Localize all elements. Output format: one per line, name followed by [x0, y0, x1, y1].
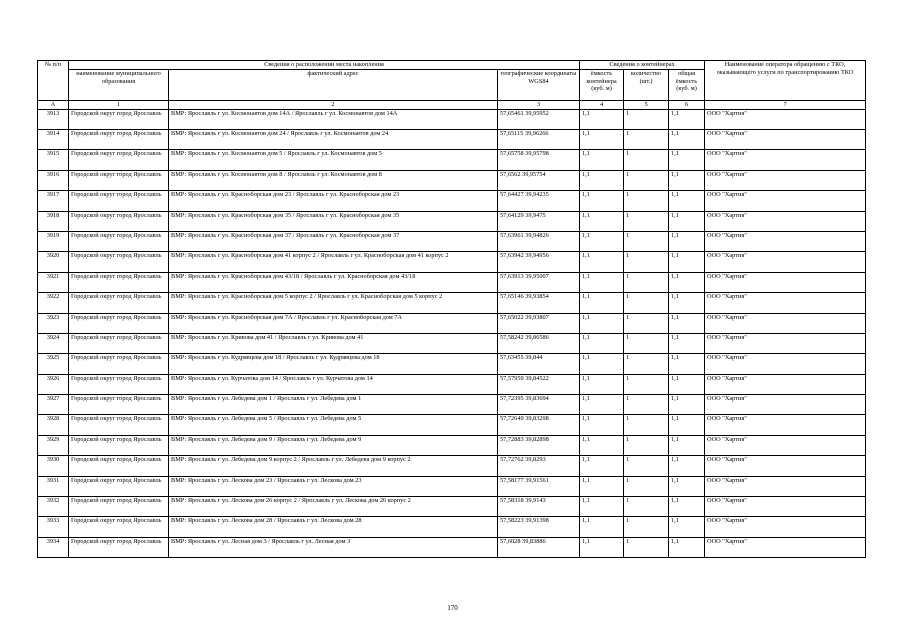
table-row: [38, 252, 866, 272]
count-cell: 1: [624, 395, 669, 415]
count-cell: 1: [624, 537, 669, 557]
operator-cell: ООО "Хартия": [705, 354, 866, 374]
municipality-cell: Городской округ город Ярославль: [69, 231, 169, 251]
municipality-cell: Городской округ город Ярославль: [69, 129, 169, 149]
coordinates-cell: 57,72649 39,83298: [498, 415, 580, 435]
municipality-cell: Городской округ город Ярославль: [69, 109, 169, 129]
table-row: [38, 129, 866, 149]
index-cell: 7: [705, 101, 866, 110]
row-number-cell: 3925: [38, 354, 69, 374]
operator-cell: ООО "Хартия": [705, 537, 866, 557]
total-capacity-cell: 1,1: [669, 129, 705, 149]
address-cell: ВМР: Ярославль г ул. Лескова дом 26 корпус 2 / Ярославль г ул. Лескова дом 26 корпус 2: [169, 497, 498, 517]
address-cell: ВМР: Ярославль г ул. Лескова дом 23 / Ярославль г ул. Лескова дом 23: [169, 476, 498, 496]
count-cell: 1: [624, 150, 669, 170]
row-number-cell: 3928: [38, 415, 69, 435]
coordinates-cell: 57,65461 39,95952: [498, 109, 580, 129]
table-row: [38, 395, 866, 415]
table-row: [38, 497, 866, 517]
total-capacity-cell: 1,1: [669, 435, 705, 455]
document-sheet: [37, 60, 866, 558]
row-number-cell: 3934: [38, 537, 69, 557]
table-row: [38, 415, 866, 435]
table-row: [38, 293, 866, 313]
row-number-cell: 3917: [38, 191, 69, 211]
total-capacity-cell: 1,1: [669, 374, 705, 394]
table-row: [38, 211, 866, 231]
operator-cell: ООО "Хартия": [705, 150, 866, 170]
row-number-cell: 3922: [38, 293, 69, 313]
municipality-cell: Городской округ город Ярославль: [69, 476, 169, 496]
count-cell: 1: [624, 313, 669, 333]
municipality-cell: Городской округ город Ярославль: [69, 497, 169, 517]
capacity-cell: 1,1: [580, 415, 624, 435]
row-number-cell: 3933: [38, 517, 69, 537]
operator-cell: ООО "Хартия": [705, 517, 866, 537]
operator-cell: ООО "Хартия": [705, 211, 866, 231]
operator-cell: ООО "Хартия": [705, 293, 866, 313]
coordinates-cell: 57,65146 39,93854: [498, 293, 580, 313]
count-cell: 1: [624, 517, 669, 537]
capacity-cell: 1,1: [580, 435, 624, 455]
operator-cell: ООО "Хартия": [705, 252, 866, 272]
capacity-cell: 1,1: [580, 497, 624, 517]
count-cell: 1: [624, 415, 669, 435]
address-cell: ВМР: Ярославль г ул. Лебедева дом 9 / Ярославль г ул. Лебедева дом 9: [169, 435, 498, 455]
total-capacity-cell: 1,1: [669, 415, 705, 435]
row-number-cell: 3929: [38, 435, 69, 455]
capacity-cell: 1,1: [580, 293, 624, 313]
count-cell: 1: [624, 456, 669, 476]
address-cell: ВМР: Ярославль г ул. Лескова дом 28 / Ярославль г ул. Лескова дом 28: [169, 517, 498, 537]
count-cell: 1: [624, 252, 669, 272]
operator-cell: ООО "Хартия": [705, 497, 866, 517]
address-cell: ВМР: Ярославль г ул. Лебедева дом 1 / Ярославль г ул. Лебедева дом 1: [169, 395, 498, 415]
coordinates-cell: 57,72395 39,83694: [498, 395, 580, 415]
total-capacity-cell: 1,1: [669, 109, 705, 129]
coordinates-cell: 57,72883 39,82898: [498, 435, 580, 455]
address-cell: ВМР: Ярославль г ул. Космонавтов дом 8 / Ярославль г ул. Космонавтов дом 8: [169, 170, 498, 190]
table-row: [38, 354, 866, 374]
row-number-cell: 3913: [38, 109, 69, 129]
municipality-cell: Городской округ город Ярославль: [69, 415, 169, 435]
table-row: [38, 333, 866, 353]
total-capacity-cell: 1,1: [669, 293, 705, 313]
header-containers-group: Сведения о контейнерах: [580, 61, 705, 70]
coordinates-cell: 57,58318 39,9143: [498, 497, 580, 517]
table-row: [38, 170, 866, 190]
row-number-cell: 3918: [38, 211, 69, 231]
table-body: [38, 109, 866, 558]
operator-cell: ООО "Хартия": [705, 272, 866, 292]
coordinates-cell: 57,63455 39,844: [498, 354, 580, 374]
index-cell: 6: [669, 101, 705, 110]
row-number-cell: 3914: [38, 129, 69, 149]
table-row: [38, 109, 866, 129]
operator-cell: ООО "Хартия": [705, 456, 866, 476]
table-row: [38, 313, 866, 333]
address-cell: ВМР: Ярославль г ул. Красноборская дом 43/18 / Ярославль г ул. Красноборская дом 43/18: [169, 272, 498, 292]
operator-cell: ООО "Хартия": [705, 231, 866, 251]
count-cell: 1: [624, 231, 669, 251]
header-coordinates: географические координаты WGS84: [498, 70, 580, 101]
table-row: [38, 537, 866, 557]
header-location-group: Сведения о расположении места накопления: [69, 61, 580, 70]
address-cell: ВМР: Ярославль г ул. Лебедева дом 5 / Ярославль г ул. Лебедева дом 5: [169, 415, 498, 435]
coordinates-cell: 57,65115 39,96266: [498, 129, 580, 149]
count-cell: 1: [624, 435, 669, 455]
table-row: [38, 435, 866, 455]
capacity-cell: 1,1: [580, 191, 624, 211]
table-row: [38, 456, 866, 476]
address-cell: ВМР: Ярославль г ул. Лебедева дом 9 корпус 2 / Ярославль г ул. Лебедева дом 9 корпус 2: [169, 456, 498, 476]
row-number-cell: 3931: [38, 476, 69, 496]
municipality-cell: Городской округ город Ярославль: [69, 333, 169, 353]
capacity-cell: 1,1: [580, 129, 624, 149]
capacity-cell: 1,1: [580, 374, 624, 394]
address-cell: ВМР: Ярославль г ул. Космонавтов дом 24 / Ярославль г ул. Космонавтов дом 24: [169, 129, 498, 149]
capacity-cell: 1,1: [580, 476, 624, 496]
count-cell: 1: [624, 333, 669, 353]
waste-sites-table: [37, 60, 866, 558]
row-number-cell: 3932: [38, 497, 69, 517]
operator-cell: ООО "Хартия": [705, 435, 866, 455]
count-cell: 1: [624, 293, 669, 313]
capacity-cell: 1,1: [580, 170, 624, 190]
operator-cell: ООО "Хартия": [705, 109, 866, 129]
row-number-cell: 3923: [38, 313, 69, 333]
municipality-cell: Городской округ город Ярославль: [69, 150, 169, 170]
capacity-cell: 1,1: [580, 150, 624, 170]
municipality-cell: Городской округ город Ярославль: [69, 211, 169, 231]
coordinates-cell: 57,57959 39,84522: [498, 374, 580, 394]
count-cell: 1: [624, 211, 669, 231]
header-operator: Наименование оператора обращению с ТКО, оказывающего услуги по транспортированию ТКО: [705, 61, 866, 101]
total-capacity-cell: 1,1: [669, 497, 705, 517]
municipality-cell: Городской округ город Ярославль: [69, 293, 169, 313]
operator-cell: ООО "Хартия": [705, 129, 866, 149]
total-capacity-cell: 1,1: [669, 333, 705, 353]
row-number-cell: 3930: [38, 456, 69, 476]
capacity-cell: 1,1: [580, 211, 624, 231]
count-cell: 1: [624, 109, 669, 129]
address-cell: ВМР: Ярославль г ул. Лесная дом 3 / Ярославль г ул. Лесная дом 3: [169, 537, 498, 557]
page-number: 170: [447, 604, 458, 612]
count-cell: 1: [624, 497, 669, 517]
total-capacity-cell: 1,1: [669, 456, 705, 476]
row-number-cell: 3920: [38, 252, 69, 272]
coordinates-cell: 57,6028 39,83886: [498, 537, 580, 557]
coordinates-cell: 57,63913 39,95007: [498, 272, 580, 292]
capacity-cell: 1,1: [580, 231, 624, 251]
header-municipality: наименование муниципального образования: [69, 70, 169, 101]
table-row: [38, 191, 866, 211]
capacity-cell: 1,1: [580, 313, 624, 333]
operator-cell: ООО "Хартия": [705, 191, 866, 211]
index-cell: 4: [580, 101, 624, 110]
capacity-cell: 1,1: [580, 354, 624, 374]
header-capacity: ёмкость контейнера (куб. м): [580, 70, 624, 101]
address-cell: ВМР: Ярославль г ул. Космонавтов дом 14А / Ярославль г ул. Космонавтов дом 14А: [169, 109, 498, 129]
header-total-capacity: общая ёмкость (куб. м): [669, 70, 705, 101]
coordinates-cell: 57,63942 39,94956: [498, 252, 580, 272]
count-cell: 1: [624, 129, 669, 149]
operator-cell: ООО "Хартия": [705, 313, 866, 333]
table-row: [38, 150, 866, 170]
row-number-cell: 3927: [38, 395, 69, 415]
capacity-cell: 1,1: [580, 537, 624, 557]
capacity-cell: 1,1: [580, 252, 624, 272]
row-number-cell: 3921: [38, 272, 69, 292]
total-capacity-cell: 1,1: [669, 211, 705, 231]
address-cell: ВМР: Ярославль г ул. Космонавтов дом 5 / Ярославль г ул. Космонавтов дом 5: [169, 150, 498, 170]
coordinates-cell: 57,63961 39,94826: [498, 231, 580, 251]
municipality-cell: Городской округ город Ярославль: [69, 170, 169, 190]
header-row-number: № п/п: [38, 61, 69, 101]
header-address: фактический адрес: [169, 70, 498, 101]
capacity-cell: 1,1: [580, 456, 624, 476]
municipality-cell: Городской округ город Ярославль: [69, 354, 169, 374]
total-capacity-cell: 1,1: [669, 170, 705, 190]
coordinates-cell: 57,64129 39,9475: [498, 211, 580, 231]
capacity-cell: 1,1: [580, 109, 624, 129]
municipality-cell: Городской округ город Ярославль: [69, 313, 169, 333]
total-capacity-cell: 1,1: [669, 537, 705, 557]
total-capacity-cell: 1,1: [669, 252, 705, 272]
table-row: [38, 374, 866, 394]
index-cell: A: [38, 101, 69, 110]
total-capacity-cell: 1,1: [669, 272, 705, 292]
municipality-cell: Городской округ город Ярославль: [69, 435, 169, 455]
total-capacity-cell: 1,1: [669, 150, 705, 170]
count-cell: 1: [624, 374, 669, 394]
municipality-cell: Городской округ город Ярославль: [69, 456, 169, 476]
address-cell: ВМР: Ярославль г ул. Красноборская дом 37 / Ярославль г ул. Красноборская дом 37: [169, 231, 498, 251]
total-capacity-cell: 1,1: [669, 476, 705, 496]
operator-cell: ООО "Хартия": [705, 415, 866, 435]
address-cell: ВМР: Ярославль г ул. Красноборская дом 41 корпус 2 / Ярославль г ул. Красноборская дом 41 корпус 2: [169, 252, 498, 272]
index-cell: 2: [169, 101, 498, 110]
operator-cell: ООО "Хартия": [705, 333, 866, 353]
row-number-cell: 3915: [38, 150, 69, 170]
address-cell: ВМР: Ярославль г ул. Кривова дом 41 / Ярославль г ул. Кривова дом 41: [169, 333, 498, 353]
coordinates-cell: 57,72762 39,8293: [498, 456, 580, 476]
total-capacity-cell: 1,1: [669, 231, 705, 251]
count-cell: 1: [624, 272, 669, 292]
capacity-cell: 1,1: [580, 333, 624, 353]
operator-cell: ООО "Хартия": [705, 476, 866, 496]
municipality-cell: Городской округ город Ярославль: [69, 272, 169, 292]
municipality-cell: Городской округ город Ярославль: [69, 252, 169, 272]
total-capacity-cell: 1,1: [669, 191, 705, 211]
table-row: [38, 517, 866, 537]
address-cell: ВМР: Ярославль г ул. Красноборская дом 5 корпус 2 / Ярославль г ул. Красноборская дом 5 корпус 2: [169, 293, 498, 313]
row-number-cell: 3926: [38, 374, 69, 394]
total-capacity-cell: 1,1: [669, 395, 705, 415]
index-cell: 1: [69, 101, 169, 110]
municipality-cell: Городской округ город Ярославль: [69, 374, 169, 394]
capacity-cell: 1,1: [580, 395, 624, 415]
address-cell: ВМР: Ярославль г ул. Курчатова дом 14 / Ярославль г ул. Курчатова дом 14: [169, 374, 498, 394]
operator-cell: ООО "Хартия": [705, 374, 866, 394]
coordinates-cell: 57,58242 39,86586: [498, 333, 580, 353]
capacity-cell: 1,1: [580, 517, 624, 537]
municipality-cell: Городской округ город Ярославль: [69, 517, 169, 537]
row-number-cell: 3916: [38, 170, 69, 190]
municipality-cell: Городской округ город Ярославль: [69, 395, 169, 415]
capacity-cell: 1,1: [580, 272, 624, 292]
total-capacity-cell: 1,1: [669, 517, 705, 537]
row-number-cell: 3924: [38, 333, 69, 353]
municipality-cell: Городской округ город Ярославль: [69, 191, 169, 211]
operator-cell: ООО "Хартия": [705, 395, 866, 415]
coordinates-cell: 57,65022 39,93807: [498, 313, 580, 333]
table-row: [38, 231, 866, 251]
header-count: количество (шт.): [624, 70, 669, 101]
coordinates-cell: 57,64427 39,94235: [498, 191, 580, 211]
count-cell: 1: [624, 354, 669, 374]
total-capacity-cell: 1,1: [669, 313, 705, 333]
count-cell: 1: [624, 476, 669, 496]
count-cell: 1: [624, 170, 669, 190]
count-cell: 1: [624, 191, 669, 211]
address-cell: ВМР: Ярославль г ул. Красноборская дом 35 / Ярославль г ул. Красноборская дом 35: [169, 211, 498, 231]
coordinates-cell: 57,6562 39,95754: [498, 170, 580, 190]
table-row: [38, 272, 866, 292]
row-number-cell: 3919: [38, 231, 69, 251]
operator-cell: ООО "Хартия": [705, 170, 866, 190]
address-cell: ВМР: Ярославль г ул. Красноборская дом 23 / Ярославль г ул. Красноборская дом 23: [169, 191, 498, 211]
total-capacity-cell: 1,1: [669, 354, 705, 374]
table-row: [38, 476, 866, 496]
municipality-cell: Городской округ город Ярославль: [69, 537, 169, 557]
coordinates-cell: 57,58177 39,91561: [498, 476, 580, 496]
coordinates-cell: 57,58223 39,91398: [498, 517, 580, 537]
index-cell: 3: [498, 101, 580, 110]
coordinates-cell: 57,65758 39,95798: [498, 150, 580, 170]
address-cell: ВМР: Ярославль г ул. Красноборская дом 7А / Ярославль г ул. Красноборская дом 7А: [169, 313, 498, 333]
index-cell: 5: [624, 101, 669, 110]
address-cell: ВМР: Ярославль г ул. Кудрявцева дом 18 / Ярославль г ул. Кудрявцева дом 18: [169, 354, 498, 374]
